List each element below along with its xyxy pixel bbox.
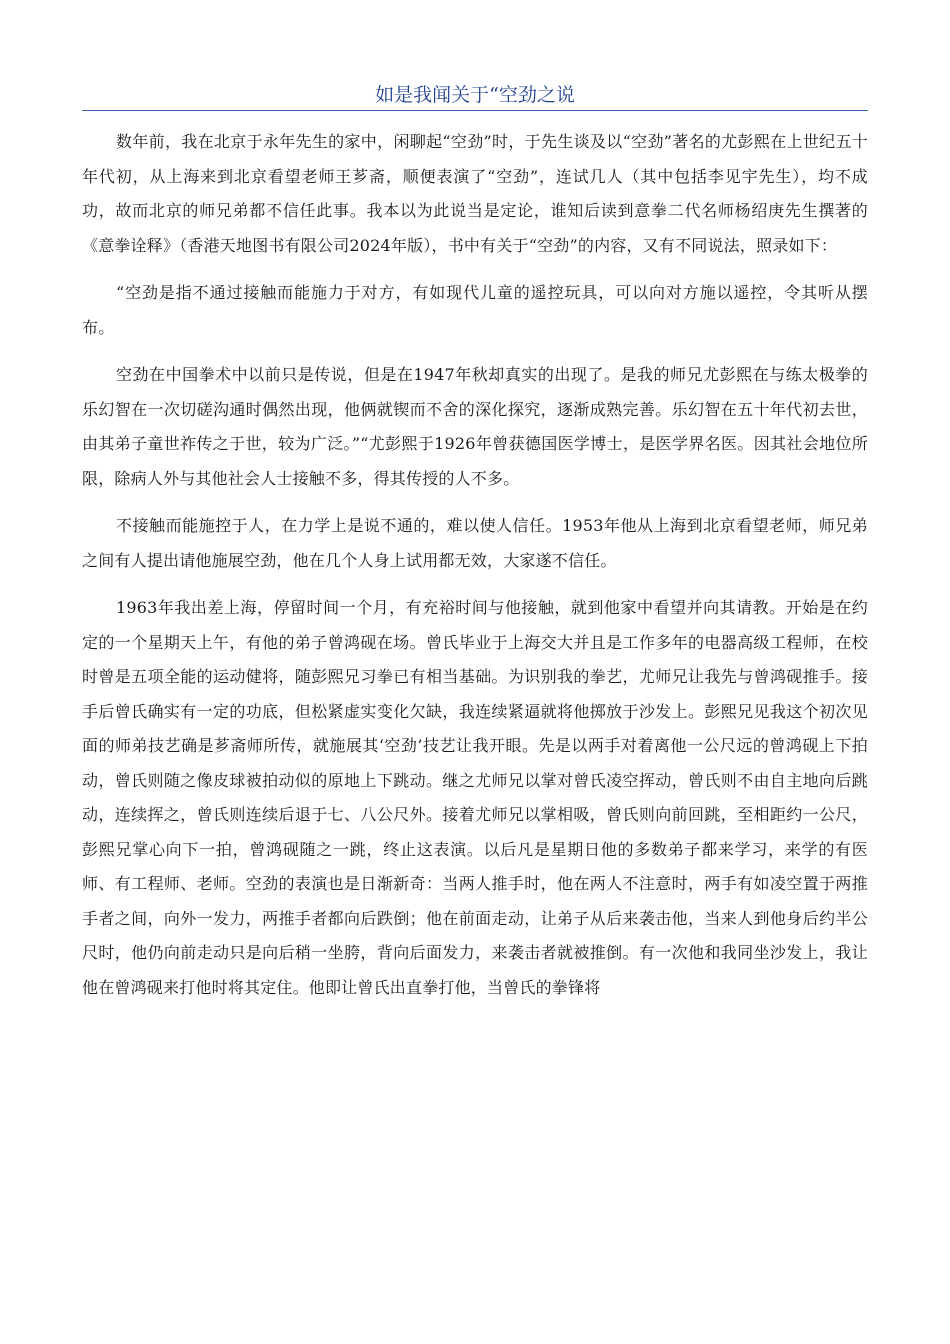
paragraph-3: 空劲在中国拳术中以前只是传说，但是在1947年秋却真实的出现了。是我的师兄尤彭熙在与练太极拳的乐幻智在一次切磋沟通时偶然出现，他俩就锲而不舍的深化探究，逐渐成熟完善。乐幻智在五十年代初去世，由其弟子童世祚传之于世，较为广泛。”“尤彭熙于1926年曾获德国医学博士，是医学界名医。因其社会地位所限，除病人外与其他社会人士接触不多，得其传授的人不多。 xyxy=(82,365,868,488)
document-title: 如是我闻关于“空劲之说 xyxy=(375,84,575,106)
paragraph-1: 数年前，我在北京于永年先生的家中，闲聊起“空劲”时，于先生谈及以“空劲”著名的尤彭熙在上世纪五十年代初，从上海来到北京看望老师王芗斋，顺便表演了“空劲”，连试几人（其中包括李见宇先生），均不成功，故而北京的师兄弟都不信任此事。我本以为此说当是定论，谁知后读到意拳二代名师杨绍庚先生撰著的《意拳诠释》（香港天地图书有限公司2024年版），书中有关于“空劲”的内容，又有不同说法，照录如下： xyxy=(82,132,868,255)
paragraph-2: “空劲是指不通过接触而能施力于对方，有如现代儿童的遥控玩具，可以向对方施以遥控，令其听从摆布。 xyxy=(82,283,868,337)
paragraph-5: 1963年我出差上海，停留时间一个月，有充裕时间与他接触，就到他家中看望并向其请教。开始是在约定的一个星期天上午，有他的弟子曾鸿砚在场。曾氏毕业于上海交大并且是工作多年的电器高级工程师，在校时曾是五项全能的运动健将，随彭熙兄习拳已有相当基础。为识别我的拳艺，尤师兄让我先与曾鸿砚推手。接手后曾氏确实有一定的功底，但松紧虚实变化欠缺，我连续紧逼就将他掷放于沙发上。彭熙兄见我这个初次见面的师弟技艺确是芗斋师所传，就施展其‘空劲’技艺让我开眼。先是以两手对着离他一公尺远的曾鸿砚上下拍动，曾氏则随之像皮球被拍动似的原地上下跳动。继之尤师兄以掌对曾氏凌空挥动，曾氏则不由自主地向后跳动，连续挥之，曾氏则连续后退于七、八公尺外。接着尤师兄以掌相吸，曾氏则向前回跳，至相距约一公尺，彭熙兄掌心向下一拍，曾鸿砚随之一跳，终止这表演。以后凡是星期日他的多数弟子都来学习，来学的有医师、有工程师、老师。空劲的表演也是日渐新奇：当两人推手时，他在两人不注意时，两手有如凌空置于两推手者之间，向外一发力，两推手者都向后跌倒；他在前面走动，让弟子从后来袭击他，当来人到他身后约半公尺时，他仍向前走动只是向后稍一坐胯，背向后面发力，来袭击者就被推倒。有一次他和我同坐沙发上，我让他在曾鸿砚来打他时将其定住。他即让曾氏出直拳打他，当曾氏的拳锋将 xyxy=(82,598,868,997)
document-page xyxy=(82,80,868,1005)
document-body xyxy=(82,125,868,1005)
title-underline xyxy=(82,110,868,111)
paragraph-4: 不接触而能施控于人，在力学上是说不通的，难以使人信任。1953年他从上海到北京看望老师，师兄弟之间有人提出请他施展空劲，他在几个人身上试用都无效，大家遂不信任。 xyxy=(82,516,868,570)
